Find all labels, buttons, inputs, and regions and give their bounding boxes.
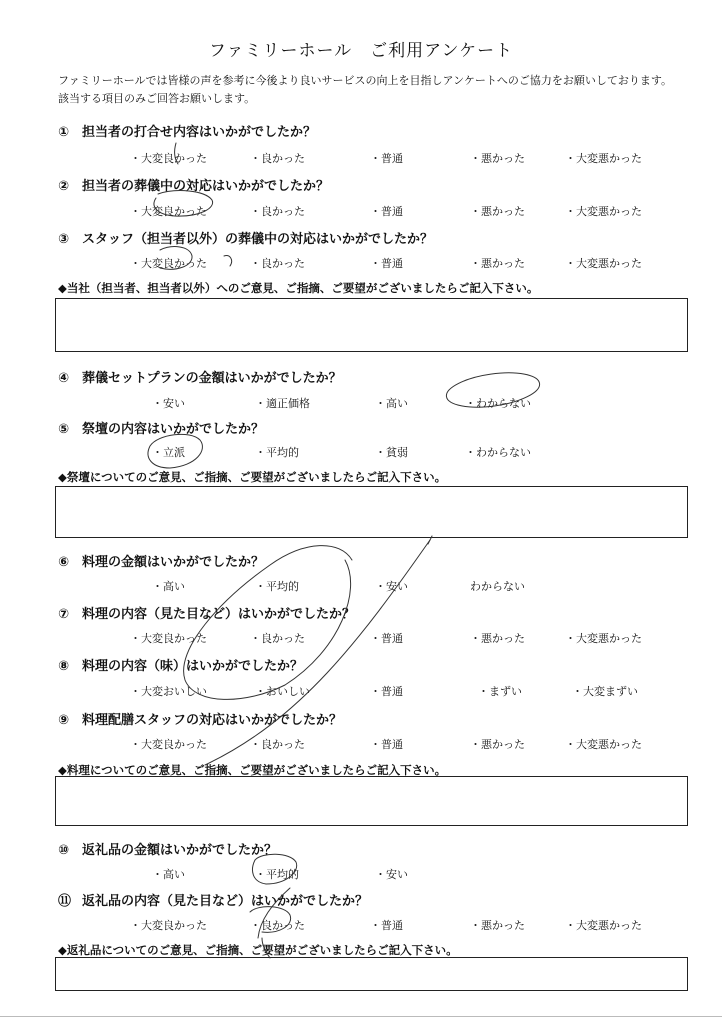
question-text: 料理の金額はいかがでしたか？ bbox=[82, 555, 265, 570]
question-5-options bbox=[0, 444, 722, 460]
option[interactable]: ・平均的 bbox=[255, 868, 299, 881]
option[interactable]: ・普通 bbox=[370, 152, 403, 165]
question-3-options bbox=[0, 255, 722, 271]
option[interactable]: ・大変悪かった bbox=[565, 632, 642, 645]
option[interactable]: ・普通 bbox=[370, 205, 403, 218]
option[interactable]: ・大変悪かった bbox=[565, 152, 642, 165]
option[interactable]: ・良かった bbox=[250, 257, 305, 270]
option[interactable]: ・悪かった bbox=[470, 919, 525, 932]
comment-label-altar: ◆祭壇についてのご意見、ご指摘、ご要望がございましたらご記入下さい。 bbox=[58, 470, 447, 484]
option[interactable]: ・貧弱 bbox=[375, 446, 408, 459]
option[interactable]: ・普通 bbox=[370, 632, 403, 645]
option[interactable]: ・平均的 bbox=[255, 446, 299, 459]
option[interactable]: ・立派 bbox=[152, 446, 185, 459]
question-4-options bbox=[0, 395, 722, 411]
option[interactable]: ・良かった bbox=[250, 152, 305, 165]
option[interactable]: ・普通 bbox=[370, 738, 403, 751]
question-11-options bbox=[0, 917, 722, 933]
option[interactable]: ・大変良かった bbox=[130, 919, 207, 932]
option[interactable]: わからない bbox=[470, 580, 525, 593]
question-number: ⑪ bbox=[58, 894, 72, 909]
option[interactable]: ・大変良かった bbox=[130, 257, 207, 270]
option[interactable]: ・悪かった bbox=[470, 152, 525, 165]
option[interactable]: ・良かった bbox=[250, 919, 305, 932]
question-text: 料理の内容（味）はいかがでしたか？ bbox=[82, 659, 304, 674]
question-number: ⑤ bbox=[58, 422, 70, 437]
question-7-options bbox=[0, 630, 722, 646]
comment-box-gift[interactable] bbox=[55, 957, 688, 991]
option[interactable]: ・安い bbox=[152, 397, 185, 410]
question-7 bbox=[58, 603, 355, 622]
question-1 bbox=[58, 121, 316, 140]
comment-box-company[interactable] bbox=[55, 298, 688, 352]
option[interactable]: ・おいしい bbox=[255, 685, 310, 698]
question-number: ② bbox=[58, 179, 70, 194]
question-3 bbox=[58, 228, 433, 247]
question-text: 葬儀セットプランの金額はいかがでしたか？ bbox=[82, 371, 342, 386]
option[interactable]: ・大変まずい bbox=[572, 685, 638, 698]
question-number: ① bbox=[58, 125, 70, 140]
option[interactable]: ・普通 bbox=[370, 257, 403, 270]
page-title: ファミリーホール ご利用アンケート bbox=[208, 41, 514, 61]
comment-label-food: ◆料理についてのご意見、ご指摘、ご要望がございましたらご記入下さい。 bbox=[58, 763, 447, 777]
intro-line-2: 該当する項目のみご回答お願いします。 bbox=[58, 92, 256, 105]
option[interactable]: ・わからない bbox=[465, 397, 531, 410]
option[interactable]: ・適正価格 bbox=[255, 397, 310, 410]
question-10-options bbox=[0, 866, 722, 882]
question-6-options bbox=[0, 578, 722, 594]
option[interactable]: ・まずい bbox=[478, 685, 522, 698]
question-5 bbox=[58, 418, 264, 437]
comment-box-altar[interactable] bbox=[55, 486, 688, 538]
option[interactable]: ・平均的 bbox=[255, 580, 299, 593]
option[interactable]: ・高い bbox=[152, 868, 185, 881]
question-number: ④ bbox=[58, 371, 70, 386]
option[interactable]: ・普通 bbox=[370, 919, 403, 932]
question-text: 担当者の葬儀中の対応はいかがでしたか？ bbox=[82, 179, 330, 194]
question-text: 返礼品の金額はいかがでしたか？ bbox=[82, 843, 278, 858]
question-text: 料理配膳スタッフの対応はいかがでしたか？ bbox=[82, 713, 343, 728]
option[interactable]: ・良かった bbox=[250, 632, 305, 645]
scan-edge-line bbox=[0, 1016, 722, 1017]
option[interactable]: ・安い bbox=[375, 580, 408, 593]
question-8 bbox=[58, 655, 303, 674]
pen-stroke-diagonal bbox=[205, 540, 430, 765]
comment-label-company: ◆当社（担当者、担当者以外）へのご意見、ご指摘、ご要望がございましたらご記入下さい。 bbox=[58, 281, 539, 295]
question-9-options bbox=[0, 736, 722, 752]
question-8-options bbox=[0, 683, 722, 699]
question-number: ⑥ bbox=[58, 555, 70, 570]
question-text: 返礼品の内容（見た目など）はいかがでしたか？ bbox=[82, 894, 369, 909]
option[interactable]: ・大変良かった bbox=[130, 152, 207, 165]
question-number: ⑦ bbox=[58, 607, 70, 622]
option[interactable]: ・大変おいしい bbox=[130, 685, 207, 698]
option[interactable]: ・大変良かった bbox=[130, 632, 207, 645]
option[interactable]: ・良かった bbox=[250, 738, 305, 751]
comment-label-gift: ◆返礼品についてのご意見、ご指摘、ご要望がございましたらご記入下さい。 bbox=[58, 943, 458, 957]
question-text: スタッフ（担当者以外）の葬儀中の対応はいかがでしたか？ bbox=[82, 232, 434, 247]
option[interactable]: ・大変良かった bbox=[130, 205, 207, 218]
question-2 bbox=[58, 175, 329, 194]
option[interactable]: ・安い bbox=[375, 868, 408, 881]
question-text: 担当者の打合せ内容はいかがでしたか？ bbox=[82, 125, 317, 140]
question-2-options bbox=[0, 203, 722, 219]
option[interactable]: ・悪かった bbox=[470, 257, 525, 270]
option[interactable]: ・大変悪かった bbox=[565, 919, 642, 932]
question-text: 料理の内容（見た目など）はいかがでしたか？ bbox=[82, 607, 356, 622]
option[interactable]: ・大変良かった bbox=[130, 738, 207, 751]
option[interactable]: ・悪かった bbox=[470, 738, 525, 751]
question-number: ⑨ bbox=[58, 713, 70, 728]
question-10 bbox=[58, 839, 277, 858]
question-number: ⑧ bbox=[58, 659, 70, 674]
comment-box-food[interactable] bbox=[55, 776, 688, 826]
question-number: ③ bbox=[58, 232, 70, 247]
option[interactable]: ・大変悪かった bbox=[565, 738, 642, 751]
question-1-options bbox=[0, 150, 722, 166]
option[interactable]: ・大変悪かった bbox=[565, 257, 642, 270]
question-6 bbox=[58, 551, 264, 570]
intro-line-1: ファミリーホールでは皆様の声を参考に今後より良いサービスの向上を目指しアンケートへのご協力をお願いしております。 bbox=[58, 74, 673, 87]
option[interactable]: ・高い bbox=[375, 397, 408, 410]
question-number: ⑩ bbox=[58, 843, 70, 858]
option[interactable]: ・悪かった bbox=[470, 205, 525, 218]
question-9 bbox=[58, 709, 342, 728]
option[interactable]: ・良かった bbox=[250, 205, 305, 218]
question-text: 祭壇の内容はいかがでしたか？ bbox=[82, 422, 265, 437]
question-4 bbox=[58, 367, 342, 386]
option[interactable]: ・悪かった bbox=[470, 632, 525, 645]
question-11 bbox=[58, 890, 368, 909]
option[interactable]: ・大変悪かった bbox=[565, 205, 642, 218]
option[interactable]: ・わからない bbox=[465, 446, 531, 459]
option[interactable]: ・普通 bbox=[370, 685, 403, 698]
option[interactable]: ・高い bbox=[152, 580, 185, 593]
